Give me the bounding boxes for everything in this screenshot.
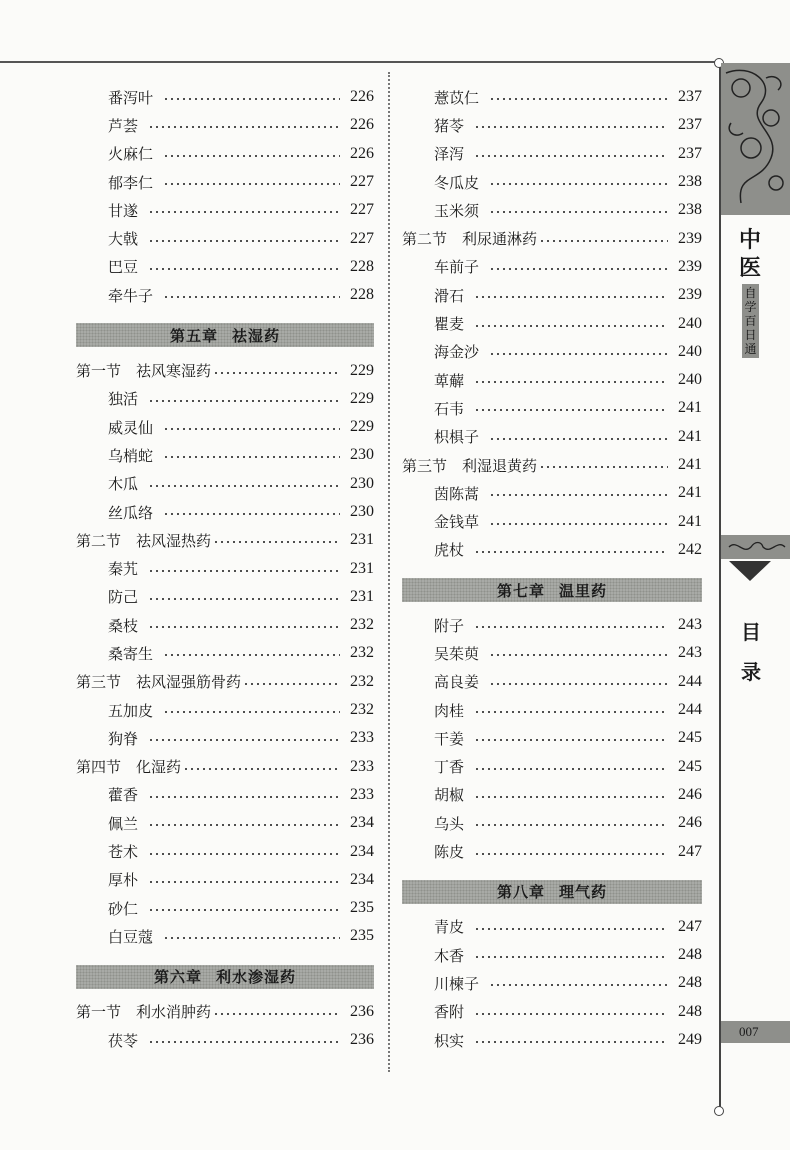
entry-page: 234 xyxy=(350,814,374,832)
toc-entry[interactable] xyxy=(76,441,374,469)
entry-page: 243 xyxy=(678,644,702,662)
dot-leader xyxy=(163,182,340,186)
toc-entry[interactable] xyxy=(402,253,702,281)
toc-entry[interactable] xyxy=(402,536,702,564)
toc-entry[interactable] xyxy=(402,366,702,394)
entry-page: 239 xyxy=(678,229,702,247)
section-label: 目录 xyxy=(741,620,761,684)
toc-section[interactable] xyxy=(76,526,374,554)
entry-page: 235 xyxy=(350,927,374,945)
entry-title: 附子 xyxy=(434,616,465,635)
chapter-heading[interactable] xyxy=(402,578,702,602)
entry-page: 226 xyxy=(350,144,374,162)
entry-page: 227 xyxy=(350,173,374,191)
entry-title: 白豆蔻 xyxy=(108,927,154,946)
entry-page: 240 xyxy=(678,342,702,360)
entry-title: 石韦 xyxy=(434,399,465,418)
entry-title: 第三节 利湿退黄药 xyxy=(402,456,538,475)
dot-leader xyxy=(474,955,668,959)
entry-page: 239 xyxy=(678,286,702,304)
toc-entry[interactable] xyxy=(402,998,702,1026)
entry-page: 238 xyxy=(678,173,702,191)
toc-entry[interactable] xyxy=(402,479,702,507)
entry-page: 233 xyxy=(350,729,374,747)
toc-entry[interactable] xyxy=(76,894,374,922)
entry-title: 桑寄生 xyxy=(108,644,154,663)
chapter-heading[interactable] xyxy=(76,323,374,347)
toc-entry[interactable] xyxy=(402,611,702,639)
chapter-num: 第五章 xyxy=(169,326,218,345)
toc-entry[interactable] xyxy=(76,639,374,667)
dot-leader xyxy=(489,352,668,356)
entry-page: 248 xyxy=(678,974,702,992)
entry-page: 248 xyxy=(678,1002,702,1020)
entry-page: 241 xyxy=(678,399,702,417)
top-rule xyxy=(0,61,722,63)
entry-page: 228 xyxy=(350,286,374,304)
entry-title: 萆薢 xyxy=(434,371,465,390)
entry-title: 郁李仁 xyxy=(108,173,154,192)
dot-leader xyxy=(148,908,340,912)
dot-leader xyxy=(474,767,668,771)
toc-entry[interactable] xyxy=(76,554,374,582)
entry-page: 238 xyxy=(678,201,702,219)
entry-page: 242 xyxy=(678,540,702,558)
toc-entry[interactable] xyxy=(76,809,374,837)
toc-entry[interactable] xyxy=(402,668,702,696)
toc-entry[interactable] xyxy=(76,781,374,809)
toc-entry[interactable] xyxy=(402,281,702,309)
entry-page: 227 xyxy=(350,229,374,247)
entry-title: 川楝子 xyxy=(434,974,480,993)
entry-page: 239 xyxy=(678,257,702,275)
toc-entry[interactable] xyxy=(402,724,702,752)
toc-entry[interactable] xyxy=(76,1026,374,1054)
rule-ornament xyxy=(714,1106,724,1116)
entry-page: 226 xyxy=(350,88,374,106)
entry-title: 枳椇子 xyxy=(434,428,480,447)
toc-section[interactable] xyxy=(76,668,374,696)
toc-entry[interactable] xyxy=(76,470,374,498)
entry-page: 229 xyxy=(350,418,374,436)
entry-title: 五加皮 xyxy=(108,701,154,720)
chapter-heading[interactable] xyxy=(76,965,374,989)
entry-title: 陈皮 xyxy=(434,843,465,862)
dot-leader xyxy=(148,239,340,243)
dot-leader xyxy=(163,653,340,657)
dot-leader xyxy=(148,880,340,884)
entry-page: 236 xyxy=(350,1002,374,1020)
chapter-name: 理气药 xyxy=(559,883,608,902)
entry-page: 240 xyxy=(678,371,702,389)
toc-entry[interactable] xyxy=(402,696,702,724)
entry-title: 青皮 xyxy=(434,918,465,937)
toc-section[interactable] xyxy=(402,451,702,479)
entry-page: 226 xyxy=(350,116,374,134)
entry-page: 246 xyxy=(678,814,702,832)
dot-leader xyxy=(148,738,340,742)
entry-title: 番泻叶 xyxy=(108,88,154,107)
dot-leader xyxy=(148,267,340,271)
toc-entry[interactable] xyxy=(402,639,702,667)
entry-title: 滑石 xyxy=(434,286,465,305)
entry-title: 冬瓜皮 xyxy=(434,173,480,192)
entry-page: 233 xyxy=(350,757,374,775)
dot-leader xyxy=(489,983,668,987)
column-divider xyxy=(388,72,390,1072)
dot-leader xyxy=(148,852,340,856)
entry-title: 乌梢蛇 xyxy=(108,446,154,465)
entry-page: 232 xyxy=(350,701,374,719)
dot-leader xyxy=(489,97,668,101)
dot-leader xyxy=(213,371,340,375)
entry-page: 241 xyxy=(678,484,702,502)
toc-entry[interactable] xyxy=(76,111,374,139)
dot-leader xyxy=(474,738,668,742)
dot-leader xyxy=(539,239,668,243)
toc-entry[interactable] xyxy=(76,611,374,639)
toc-entry[interactable] xyxy=(76,196,374,224)
chapter-name: 温里药 xyxy=(559,581,608,600)
dot-leader xyxy=(148,1040,340,1044)
entry-title: 桑枝 xyxy=(108,616,139,635)
entry-title: 防己 xyxy=(108,588,139,607)
dot-leader xyxy=(474,710,668,714)
entry-title: 巴豆 xyxy=(108,258,139,277)
chapter-num: 第六章 xyxy=(153,968,202,987)
scroll-ornament-icon xyxy=(721,535,790,559)
dot-leader xyxy=(148,795,340,799)
entry-page: 236 xyxy=(350,1031,374,1049)
entry-page: 245 xyxy=(678,757,702,775)
entry-title: 厚朴 xyxy=(108,871,139,890)
entry-title: 海金沙 xyxy=(434,343,480,362)
toc-entry[interactable] xyxy=(402,507,702,535)
entry-title: 乌头 xyxy=(434,814,465,833)
chapter-name: 利水渗湿药 xyxy=(216,968,297,987)
dot-leader xyxy=(489,437,668,441)
toc-entry[interactable] xyxy=(76,83,374,111)
entry-page: 249 xyxy=(678,1031,702,1049)
toc-left-column xyxy=(76,83,374,1054)
toc-entry[interactable] xyxy=(402,753,702,781)
entry-title: 干姜 xyxy=(434,729,465,748)
chapter-num: 第八章 xyxy=(496,883,545,902)
entry-title: 第二节 祛风湿热药 xyxy=(76,531,212,550)
entry-page: 232 xyxy=(350,672,374,690)
dot-leader xyxy=(474,324,668,328)
dot-leader xyxy=(539,465,668,469)
entry-title: 第一节 祛风寒湿药 xyxy=(76,362,212,381)
entry-page: 233 xyxy=(350,785,374,803)
entry-title: 秦艽 xyxy=(108,560,139,579)
entry-page: 243 xyxy=(678,616,702,634)
entry-title: 肉桂 xyxy=(434,701,465,720)
entry-page: 230 xyxy=(350,474,374,492)
dot-leader xyxy=(474,823,668,827)
toc-entry[interactable] xyxy=(402,168,702,196)
toc-entry[interactable] xyxy=(402,338,702,366)
entry-title: 泽泻 xyxy=(434,145,465,164)
dot-leader xyxy=(474,154,668,158)
entry-page: 228 xyxy=(350,257,374,275)
book-subtitle: 自学百日通 xyxy=(742,284,759,358)
dot-leader xyxy=(474,408,668,412)
entry-title: 香附 xyxy=(434,1003,465,1022)
toc-entry[interactable] xyxy=(402,1026,702,1054)
entry-title: 大戟 xyxy=(108,230,139,249)
entry-page: 232 xyxy=(350,616,374,634)
dot-leader xyxy=(148,125,340,129)
dot-leader xyxy=(213,540,340,544)
chapter-num: 第七章 xyxy=(496,581,545,600)
entry-title: 木香 xyxy=(434,946,465,965)
entry-title: 第二节 利尿通淋药 xyxy=(402,230,538,249)
entry-title: 藿香 xyxy=(108,786,139,805)
entry-page: 241 xyxy=(678,512,702,530)
entry-page: 246 xyxy=(678,785,702,803)
entry-title: 胡椒 xyxy=(434,786,465,805)
dot-leader xyxy=(148,625,340,629)
dot-leader xyxy=(489,493,668,497)
entry-page: 247 xyxy=(678,842,702,860)
entry-page: 231 xyxy=(350,531,374,549)
toc-entry[interactable] xyxy=(402,309,702,337)
toc-entry[interactable] xyxy=(76,413,374,441)
entry-title: 威灵仙 xyxy=(108,418,154,437)
entry-title: 苍术 xyxy=(108,843,139,862)
dot-leader xyxy=(474,927,668,931)
entry-title: 第三节 祛风湿强筋骨药 xyxy=(76,673,242,692)
dot-leader xyxy=(148,484,340,488)
entry-page: 244 xyxy=(678,701,702,719)
entry-title: 玉米须 xyxy=(434,201,480,220)
entry-title: 吴茱萸 xyxy=(434,644,480,663)
toc-entry[interactable] xyxy=(402,394,702,422)
entry-page: 247 xyxy=(678,917,702,935)
entry-page: 230 xyxy=(350,446,374,464)
dot-leader xyxy=(489,267,668,271)
dot-leader xyxy=(148,569,340,573)
entry-title: 甘遂 xyxy=(108,201,139,220)
toc-entry[interactable] xyxy=(76,866,374,894)
toc-entry[interactable] xyxy=(76,498,374,526)
dot-leader xyxy=(183,767,340,771)
toc-entry[interactable] xyxy=(76,583,374,611)
toc-entry[interactable] xyxy=(402,423,702,451)
toc-entry[interactable] xyxy=(76,168,374,196)
entry-title: 火麻仁 xyxy=(108,145,154,164)
entry-title: 虎杖 xyxy=(434,541,465,560)
dot-leader xyxy=(148,823,340,827)
dot-leader xyxy=(474,1012,668,1016)
dot-leader xyxy=(474,380,668,384)
dot-leader xyxy=(163,455,340,459)
entry-title: 狗脊 xyxy=(108,729,139,748)
entry-page: 240 xyxy=(678,314,702,332)
entry-title: 砂仁 xyxy=(108,899,139,918)
dot-leader xyxy=(148,210,340,214)
margin-rule xyxy=(719,62,721,1110)
toc-right-column xyxy=(402,83,702,1054)
entry-page: 245 xyxy=(678,729,702,747)
entry-title: 丝瓜络 xyxy=(108,503,154,522)
entry-page: 227 xyxy=(350,201,374,219)
dot-leader xyxy=(213,1012,340,1016)
toc-entry[interactable] xyxy=(76,724,374,752)
dot-leader xyxy=(163,936,340,940)
toc-section[interactable] xyxy=(76,998,374,1026)
entry-title: 猪苓 xyxy=(434,116,465,135)
page-number: 007 xyxy=(721,1021,790,1043)
dot-leader xyxy=(243,682,340,686)
entry-page: 241 xyxy=(678,456,702,473)
toc-entry[interactable] xyxy=(76,140,374,168)
entry-page: 229 xyxy=(350,389,374,407)
entry-title: 第一节 利水消肿药 xyxy=(76,1003,212,1022)
toc-section[interactable] xyxy=(76,753,374,781)
dot-leader xyxy=(489,682,668,686)
dot-leader xyxy=(163,154,340,158)
entry-page: 244 xyxy=(678,672,702,690)
entry-title: 茵陈蒿 xyxy=(434,484,480,503)
entry-title: 金钱草 xyxy=(434,513,480,532)
toc-entry[interactable] xyxy=(76,281,374,309)
toc-entry[interactable] xyxy=(76,837,374,865)
dot-leader xyxy=(148,597,340,601)
entry-title: 车前子 xyxy=(434,258,480,277)
entry-title: 枳实 xyxy=(434,1031,465,1050)
entry-title: 高良姜 xyxy=(434,673,480,692)
triangle-marker-icon xyxy=(729,561,771,581)
entry-page: 237 xyxy=(678,144,702,162)
toc-entry[interactable] xyxy=(76,253,374,281)
entry-title: 芦荟 xyxy=(108,116,139,135)
entry-page: 237 xyxy=(678,88,702,106)
dot-leader xyxy=(474,295,668,299)
toc-entry[interactable] xyxy=(76,696,374,724)
entry-title: 薏苡仁 xyxy=(434,88,480,107)
dot-leader xyxy=(474,1040,668,1044)
toc-entry[interactable] xyxy=(402,941,702,969)
entry-title: 佩兰 xyxy=(108,814,139,833)
entry-page: 248 xyxy=(678,946,702,964)
entry-page: 237 xyxy=(678,116,702,134)
toc-section[interactable] xyxy=(76,356,374,384)
dot-leader xyxy=(163,512,340,516)
toc-entry[interactable] xyxy=(402,83,702,111)
entry-page: 231 xyxy=(350,587,374,605)
toc-entry[interactable] xyxy=(76,385,374,413)
dot-leader xyxy=(163,427,340,431)
book-title: 中医 xyxy=(738,227,761,281)
entry-title: 牵牛子 xyxy=(108,286,154,305)
dot-leader xyxy=(489,182,668,186)
dot-leader xyxy=(474,625,668,629)
cloud-ornament-icon xyxy=(721,63,790,215)
toc-entry[interactable] xyxy=(402,913,702,941)
entry-page: 232 xyxy=(350,644,374,662)
entry-page: 231 xyxy=(350,559,374,577)
toc-entry[interactable] xyxy=(402,837,702,865)
dot-leader xyxy=(474,852,668,856)
dot-leader xyxy=(163,97,340,101)
entry-title: 茯苓 xyxy=(108,1031,139,1050)
toc-entry[interactable] xyxy=(402,969,702,997)
entry-title: 第四节 化湿药 xyxy=(76,758,182,777)
dot-leader xyxy=(489,653,668,657)
toc-entry[interactable] xyxy=(402,196,702,224)
toc-entry[interactable] xyxy=(76,922,374,950)
chapter-heading[interactable] xyxy=(402,880,702,904)
dot-leader xyxy=(474,125,668,129)
entry-page: 241 xyxy=(678,427,702,445)
dot-leader xyxy=(474,550,668,554)
entry-title: 独活 xyxy=(108,390,139,409)
toc-entry[interactable] xyxy=(402,809,702,837)
dot-leader xyxy=(148,399,340,403)
entry-title: 瞿麦 xyxy=(434,315,465,334)
entry-page: 235 xyxy=(350,899,374,917)
chapter-name: 祛湿药 xyxy=(232,326,281,345)
entry-page: 230 xyxy=(350,503,374,520)
toc-section[interactable] xyxy=(402,224,702,252)
dot-leader xyxy=(489,210,668,214)
entry-title: 木瓜 xyxy=(108,475,139,494)
toc-entry[interactable] xyxy=(402,140,702,168)
dot-leader xyxy=(163,710,340,714)
entry-page: 234 xyxy=(350,842,374,860)
dot-leader xyxy=(163,295,340,299)
toc-entry[interactable] xyxy=(402,781,702,809)
dot-leader xyxy=(489,522,668,526)
toc-entry[interactable] xyxy=(76,224,374,252)
toc-entry[interactable] xyxy=(402,111,702,139)
entry-page: 234 xyxy=(350,870,374,888)
entry-title: 丁香 xyxy=(434,758,465,777)
entry-page: 229 xyxy=(350,361,374,379)
dot-leader xyxy=(474,795,668,799)
